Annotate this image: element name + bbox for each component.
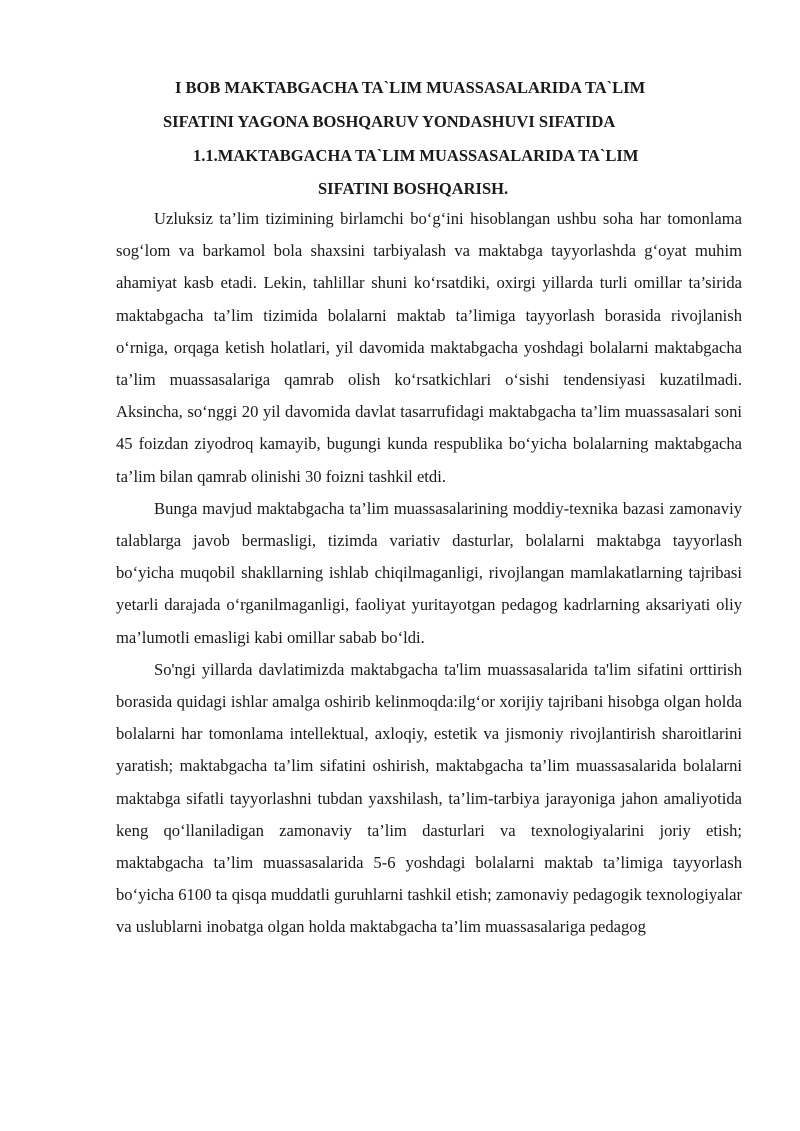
paragraph-3: So'ngi yillarda davlatimizda maktabgacha ta'lim muassasalarida ta'lim sifatini orttirish borasida quidagi ishlar amalga oshirib kelinmoqda:ilg‘or xorijiy tajribani hisobga olgan holda bolalarni har tomonlama intellektual, axloqiy, estetik va jismoniy rivojlantirish sharoitlarini yaratish; maktabgacha ta’lim sifatini oshirish, maktabgacha ta’lim muassasalarida bolalarni maktabga sifatli tayyorlashni tubdan yaxshilash, ta’lim-tarbiya jarayoniga jahon amaliyotida keng qo‘llaniladigan zamonaviy ta’lim dasturlari va texnologiyalarini joriy etish; maktabgacha ta’lim muassasalarida 5-6 yoshdagi bolalarni maktab ta’limiga tayyorlash bo‘yicha 6100 ta qisqa muddatli guruhlarni tashkil etish; zamonaviy pedagogik texnologiyalar va uslublarni inobatga olgan holda maktabgacha ta’lim muassasalariga pedagog: [116, 659, 742, 937]
paragraph-2: Bunga mavjud maktabgacha ta’lim muassasalarining moddiy-texnika bazasi zamonaviy talablarga javob bermasligi, tizimda variativ dasturlar, bolalarni maktabga tayyorlash bo‘yicha muqobil shakllarning ishlab chiqilmaganligi, rivojlangan mamlakatlarning tajribasi yetarli darajada o‘rganilmaganligi, faoliyat yuritayotgan pedagog kadrlarning aksariyati oliy ma’lumotli emasligi kabi omillar sabab bo‘ldi.: [116, 498, 742, 647]
chapter-title-line-2: SIFATINI YAGONA BOSHQARUV YONDASHUVI SIFATIDA: [163, 112, 616, 131]
chapter-title-line-1: I BOB MAKTABGACHA TA`LIM MUASSASALARIDA TA`LIM: [175, 78, 646, 97]
document-body: [116, 203, 742, 944]
section-title-line-2: SIFATINI BOSHQARISH.: [318, 179, 509, 198]
paragraph-1: Uzluksiz ta’lim tizimining birlamchi bo‘g‘ini hisoblangan ushbu soha har tomonlama sog‘lom va barkamol bola shaxsini tarbiyalash va maktabga tayyorlashda g‘oyat muhim ahamiyat kasb etadi. Lekin, tahlillar shuni ko‘rsatdiki, oxirgi yillarda turli omillar ta’sirida maktabgacha ta’lim tizimida bolalarni maktab ta’limiga tayyorlash borasida rivojlanish o‘rniga, orqaga ketish holatlari, yil davomida maktabgacha yoshdagi bolalarni maktabgacha ta’lim muassasalariga qamrab olish ko‘rsatkichlari o‘sishi tendensiyasi kuzatilmadi. Aksincha, so‘nggi 20 yil davomida davlat tasarrufidagi maktabgacha ta’lim muassasalari soni 45 foizdan ziyodroq kamayib, bugungi kunda respublika bo‘yicha bolalarning maktabgacha ta’lim bilan qamrab olinishi 30 foizni tashkil etdi.: [116, 209, 742, 486]
section-title-line-1: 1.1.MAKTABGACHA TA`LIM MUASSASALARIDA TA`LIM: [193, 146, 639, 165]
